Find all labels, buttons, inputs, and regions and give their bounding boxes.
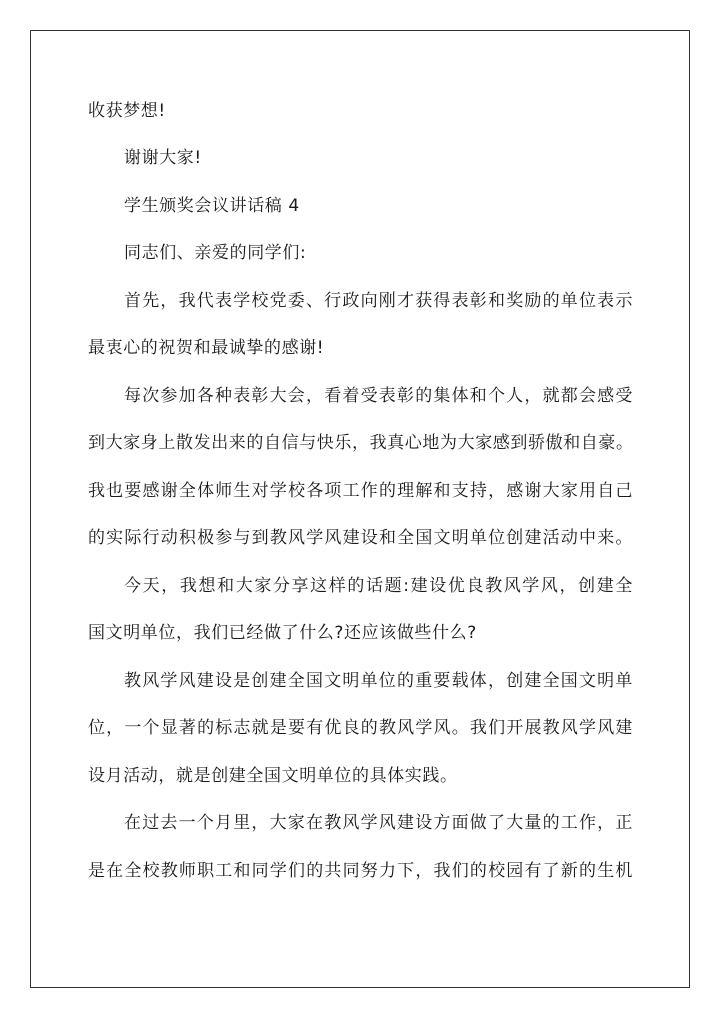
page-border <box>30 30 690 988</box>
text-line: 教风学风建设是创建全国文明单位的重要载体，创建全国文明单 <box>124 671 633 691</box>
text-line: 的实际行动积极参与到教风学风建设和全国文明单位创建活动中来。 <box>88 528 633 548</box>
text-line: 谢谢大家! <box>124 148 202 168</box>
text-line: 首先，我代表学校党委、行政向刚才获得表彰和奖励的单位表示 <box>124 291 633 311</box>
text-line: 是在全校教师职工和同学们的共同努力下，我们的校园有了新的生机 <box>88 861 633 881</box>
text-line: 在过去一个月里，大家在教风学风建设方面做了大量的工作，正 <box>124 813 633 833</box>
text-line: 收获梦想! <box>88 101 166 121</box>
salutation: 同志们、亲爱的同学们: <box>124 243 307 263</box>
text-line: 今天，我想和大家分享这样的话题:建设优良教风学风，创建全 <box>124 576 633 596</box>
text-line: 每次参加各种表彰大会，看着受表彰的集体和个人，就都会感受 <box>124 386 633 406</box>
section-heading: 学生颁奖会议讲话稿 4 <box>124 196 300 216</box>
text-line: 位，一个显著的标志就是要有优良的教风学风。我们开展教风学风建 <box>88 718 633 738</box>
text-line: 最衷心的祝贺和最诚挚的感谢! <box>88 338 325 358</box>
text-line: 国文明单位，我们已经做了什么?还应该做些什么? <box>88 623 477 643</box>
text-line: 到大家身上散发出来的自信与快乐，我真心地为大家感到骄傲和自豪。 <box>88 433 634 453</box>
text-line: 设月活动，就是创建全国文明单位的具体实践。 <box>88 766 458 786</box>
text-line: 我也要感谢全体师生对学校各项工作的理解和支持，感谢大家用自己 <box>88 481 633 501</box>
